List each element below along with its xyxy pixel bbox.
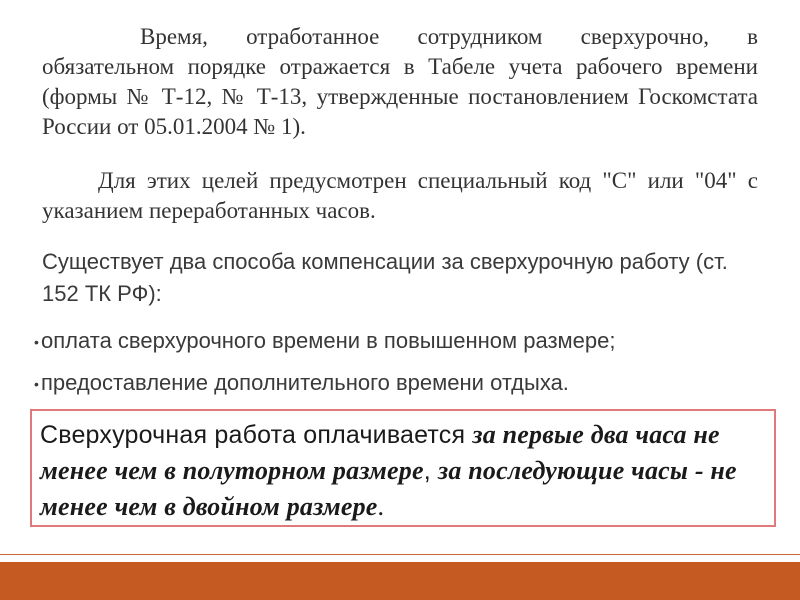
bullet-icon: • <box>34 334 39 351</box>
callout-end: . <box>377 492 385 521</box>
footer-bar <box>0 562 800 600</box>
paragraph-code: Для этих целей предусмотрен специальный код "С" или "04" с указанием переработанных часов. <box>42 168 758 223</box>
list-item-text: оплата сверхурочного времени в повышенном размере; <box>41 328 616 353</box>
list-item <box>34 326 615 368</box>
callout-lead: Сверхурочная работа оплачивается <box>40 421 473 449</box>
list-item-text: предоставление дополнительного времени отдыха. <box>41 370 569 395</box>
footer-divider <box>0 554 800 555</box>
list-item <box>34 368 615 410</box>
compensation-list <box>34 326 615 410</box>
callout-emphasis-first: за первые два часа не менее чем в полуторном размере <box>40 420 720 485</box>
paragraph-timesheet: Время, отработанное сотрудником сверхурочно, в обязательном порядке отражается в Табеле учета рабочего времени (формы № Т-12, № Т-13, утвержденные постановлением Госкомстата России от 05.01.2004 № 1). <box>42 24 758 139</box>
paragraph-compensation-methods: Существует два способа компенсации за сверхурочную работу (ст. 152 ТК РФ): <box>42 249 728 306</box>
callout-emphasis-second: за последующие часы - не менее чем в двойном размере <box>40 456 737 521</box>
callout-box <box>30 409 776 527</box>
bullet-icon: • <box>34 376 39 393</box>
callout-separator: , <box>423 457 439 485</box>
